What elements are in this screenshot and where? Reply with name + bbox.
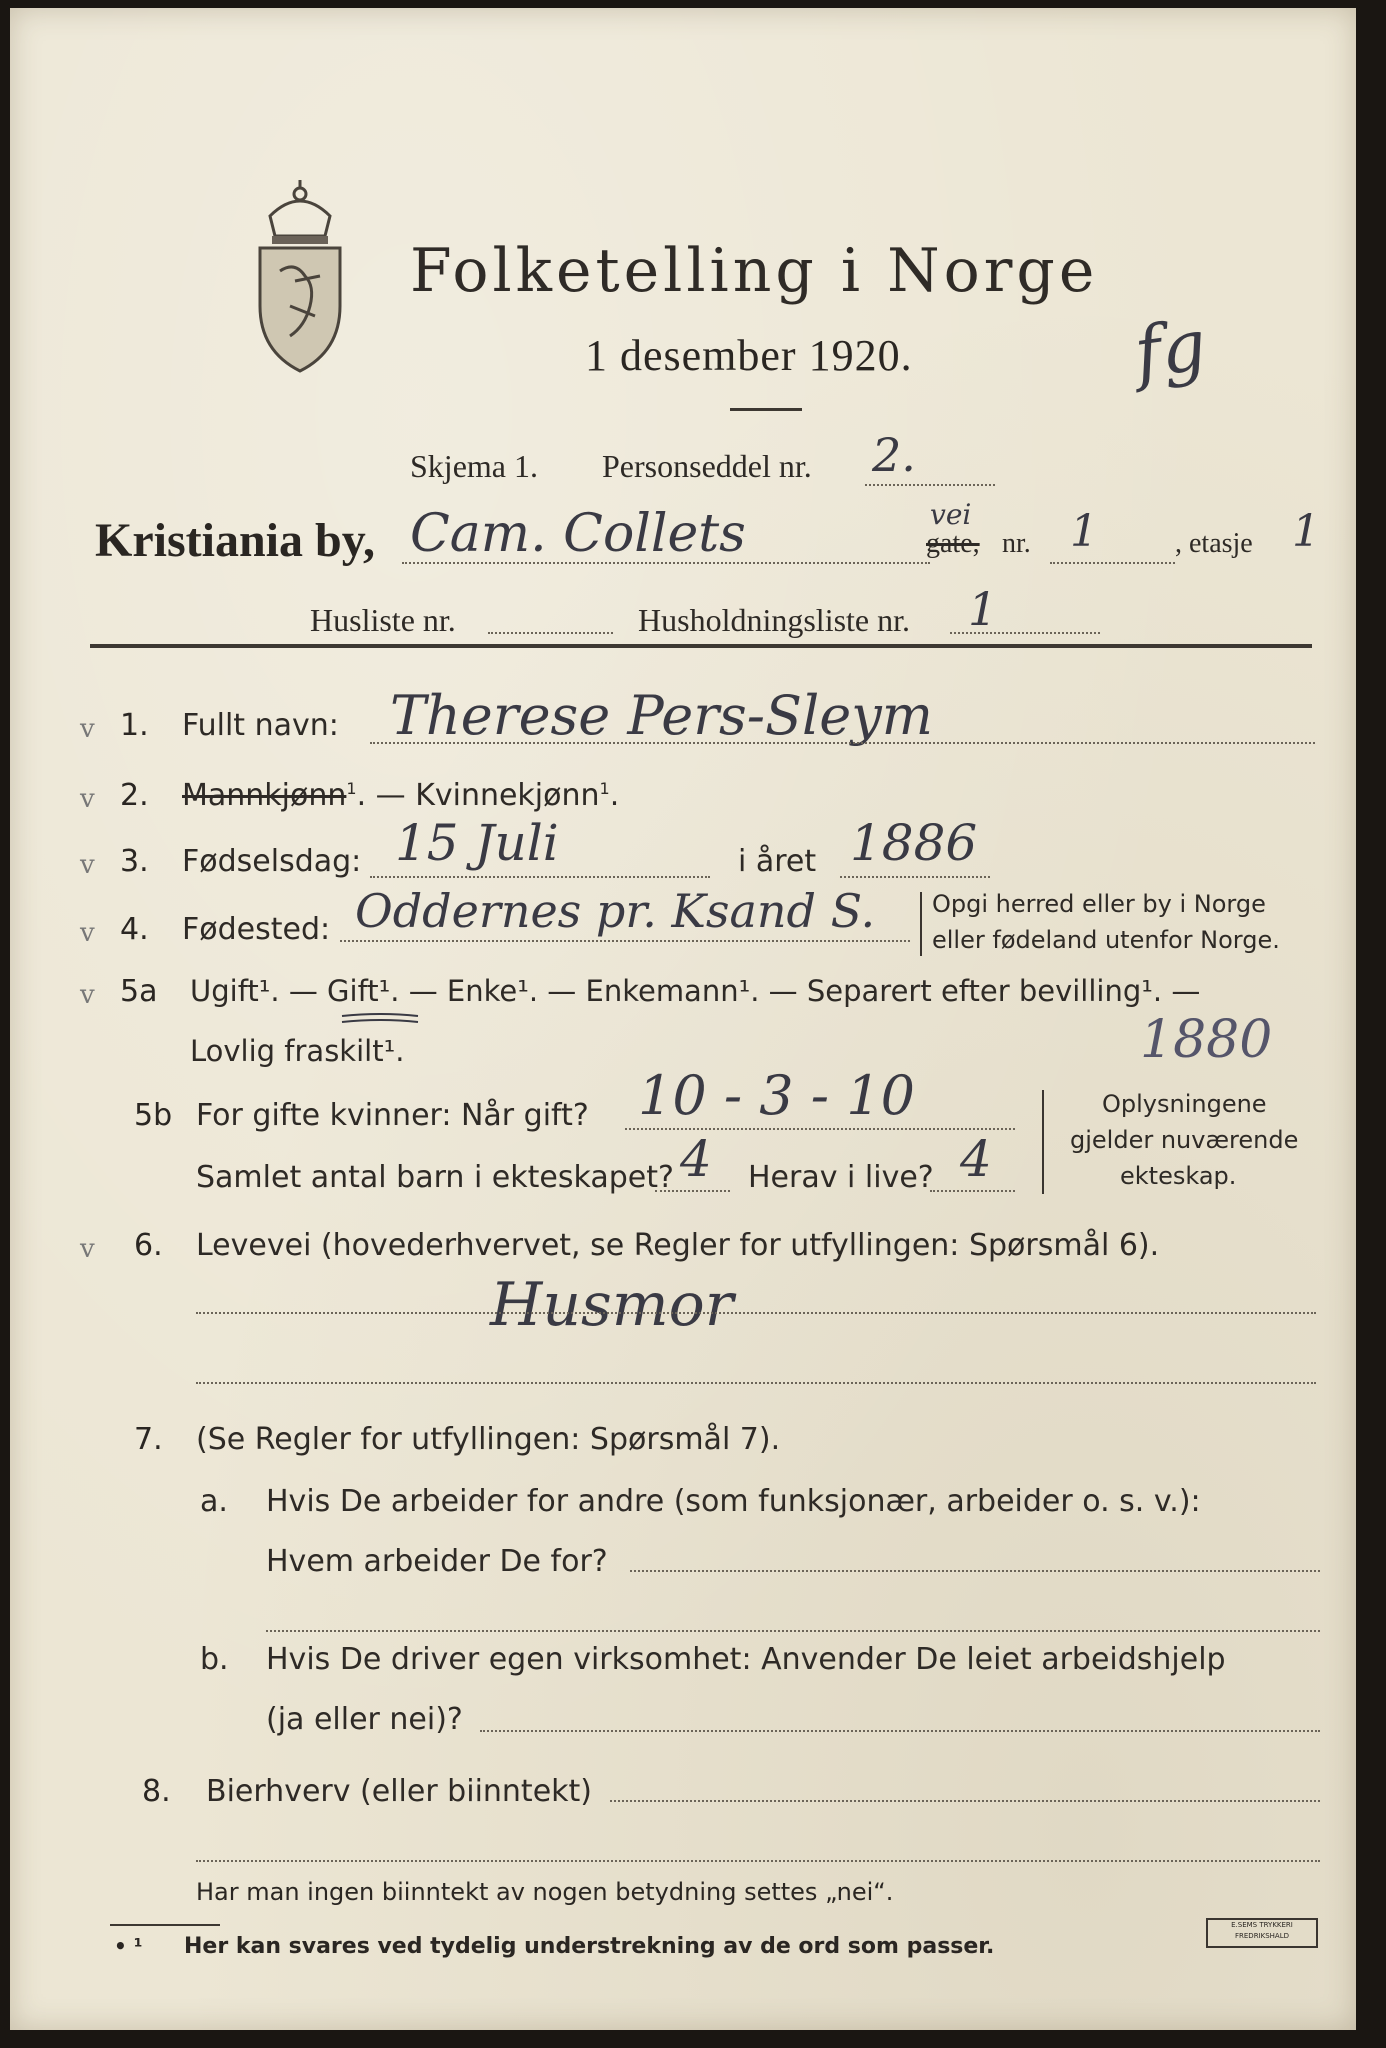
q6-line2	[196, 1382, 1316, 1384]
q5a-margin-value: 1880	[1140, 1010, 1273, 1070]
gate-label: gate,	[926, 528, 980, 559]
footnote-text: Her kan svares ved tydelig understrekning av de ord som passer.	[184, 1934, 995, 1959]
title-divider	[730, 408, 802, 411]
biinntekt-note: Har man ingen biinntekt av nogen betydning settes „nei“.	[196, 1878, 894, 1906]
q8-number: 8.	[142, 1774, 171, 1809]
q5b-children-line	[655, 1190, 730, 1192]
q5b-alive-line	[930, 1190, 1015, 1192]
q5a-divorced-option: Lovlig fraskilt¹.	[190, 1034, 405, 1068]
q7a-who-label: Hvem arbeider De for?	[266, 1544, 608, 1579]
q7-label: (Se Regler for utfyllingen: Spørsmål 7).	[196, 1422, 781, 1457]
etasje-label: , etasje	[1175, 528, 1253, 559]
check-tick: v	[80, 714, 95, 744]
etasje-value: 1	[1292, 506, 1320, 557]
q3-label: Fødselsdag:	[182, 844, 362, 879]
q5b-married-label: For gifte kvinner: Når gift?	[196, 1098, 589, 1133]
city-label: Kristiania by,	[95, 514, 376, 567]
q3-birthday-value: 15 Juli	[395, 814, 559, 872]
q7a-letter: a.	[200, 1484, 228, 1519]
q5b-note-brace	[1042, 1090, 1044, 1194]
q7b-line	[480, 1730, 1320, 1732]
q4-birthplace-value: Oddernes pr. Ksand S.	[355, 884, 876, 938]
personseddel-line	[865, 484, 995, 486]
q7-number: 7.	[134, 1422, 163, 1457]
q4-number: 4.	[120, 912, 149, 947]
q1-label: Fullt navn:	[182, 708, 339, 743]
q5b-children-label: Samlet antal barn i ekteskapet?	[196, 1160, 674, 1195]
q6-number: 6.	[134, 1228, 163, 1263]
q2-number: 2.	[120, 778, 149, 813]
q8-label: Bierhverv (eller biinntekt)	[206, 1774, 592, 1809]
q7b-letter: b.	[200, 1642, 229, 1677]
q7a-text: Hvis De arbeider for andre (som funksjonær, arbeider o. s. v.):	[266, 1484, 1201, 1519]
check-tick: v	[80, 850, 95, 880]
q1-full-name-value: Therese Pers-Sleym	[390, 684, 933, 747]
husliste-label: Husliste nr.	[310, 602, 456, 638]
footnote-rule	[110, 1924, 220, 1926]
q3-year-value: 1886	[850, 814, 978, 872]
footnote-ref: 1	[599, 779, 610, 798]
census-date: 1 desember 1920.	[585, 331, 913, 380]
personseddel-value: 2.	[872, 428, 916, 482]
male-option: Mannkjønn	[182, 778, 347, 813]
female-option: Kvinnekjønn	[415, 778, 600, 813]
q3-year-label: i året	[738, 844, 817, 879]
footnote-marker: • ¹	[114, 1934, 143, 1958]
q8-line1	[610, 1800, 1320, 1802]
q7b-text: Hvis De driver egen virksomhet: Anvender De leiet arbeidshjelp	[266, 1642, 1226, 1677]
husholdningsliste-line	[950, 632, 1100, 634]
check-tick: v	[80, 918, 95, 948]
form-title: Folketelling i Norge	[410, 236, 1099, 306]
q5b-alive-label: Herav i live?	[748, 1160, 934, 1195]
street-type-value: vei	[930, 498, 972, 531]
husliste-line	[488, 632, 613, 634]
q8-line2	[196, 1860, 1320, 1862]
q6-line1	[196, 1312, 1316, 1314]
census-form-page	[10, 8, 1356, 2030]
q7b-yesno-label: (ja eller nei)?	[266, 1702, 463, 1737]
corner-handwritten-mark: fg	[1129, 303, 1212, 395]
q1-number: 1.	[120, 708, 149, 743]
husholdningsliste-value: 1	[968, 582, 998, 636]
q5b-number: 5b	[134, 1098, 173, 1133]
q5b-married-date-value: 10 - 3 - 10	[638, 1064, 915, 1127]
q5b-alive-value: 4	[960, 1130, 992, 1188]
coat-of-arms-icon	[250, 176, 350, 376]
nr-value: 1	[1070, 506, 1098, 557]
q7a-line2	[266, 1630, 1320, 1632]
gift-underline	[340, 1012, 420, 1024]
q3-number: 3.	[120, 844, 149, 879]
check-tick: v	[80, 980, 95, 1010]
q4-note-brace	[920, 892, 922, 956]
husholdningsliste-label: Husholdningsliste nr.	[638, 602, 911, 638]
skjema-label: Skjema 1.	[410, 448, 538, 484]
q6-occupation-value: Husmor	[490, 1270, 734, 1340]
nr-label: nr.	[1002, 528, 1031, 559]
q4-note-line2: eller fødeland utenfor Norge.	[932, 926, 1280, 954]
q5a-number: 5a	[120, 974, 158, 1009]
footnote-ref: 1	[346, 779, 357, 798]
q5b-children-value: 4	[680, 1130, 712, 1188]
terminator: .	[609, 778, 620, 813]
nr-line	[1050, 562, 1175, 564]
street-name-value: Cam. Collets	[410, 504, 746, 564]
personseddel-label: Personseddel nr.	[602, 448, 812, 484]
q5b-note-line2: gjelder nuværende	[1070, 1126, 1299, 1154]
check-tick: v	[80, 1234, 95, 1264]
q5b-note-line1: Oplysningene	[1102, 1090, 1267, 1118]
printer-stamp: E.SEMS TRYKKERI FREDRIKSHALD	[1206, 1918, 1318, 1948]
q7a-line1	[630, 1570, 1320, 1572]
q4-line	[340, 940, 910, 942]
check-tick: v	[80, 784, 95, 814]
q3-year-line	[840, 876, 990, 878]
header-rule	[90, 644, 1312, 648]
q4-note-line1: Opgi herred eller by i Norge	[932, 890, 1266, 918]
street-line	[402, 562, 930, 564]
separator: . —	[356, 778, 416, 813]
q5a-marital-options: Ugift¹. — Gift¹. — Enke¹. — Enkemann¹. — Separert efter bevilling¹. —	[190, 974, 1201, 1008]
q3-day-line	[370, 876, 710, 878]
q1-line	[370, 742, 1315, 744]
q6-label: Levevei (hovederhvervet, se Regler for utfyllingen: Spørsmål 6).	[196, 1228, 1160, 1263]
q2-gender-options	[182, 778, 619, 813]
q4-label: Fødested:	[182, 912, 331, 947]
q5b-note-line3: ekteskap.	[1120, 1162, 1237, 1190]
